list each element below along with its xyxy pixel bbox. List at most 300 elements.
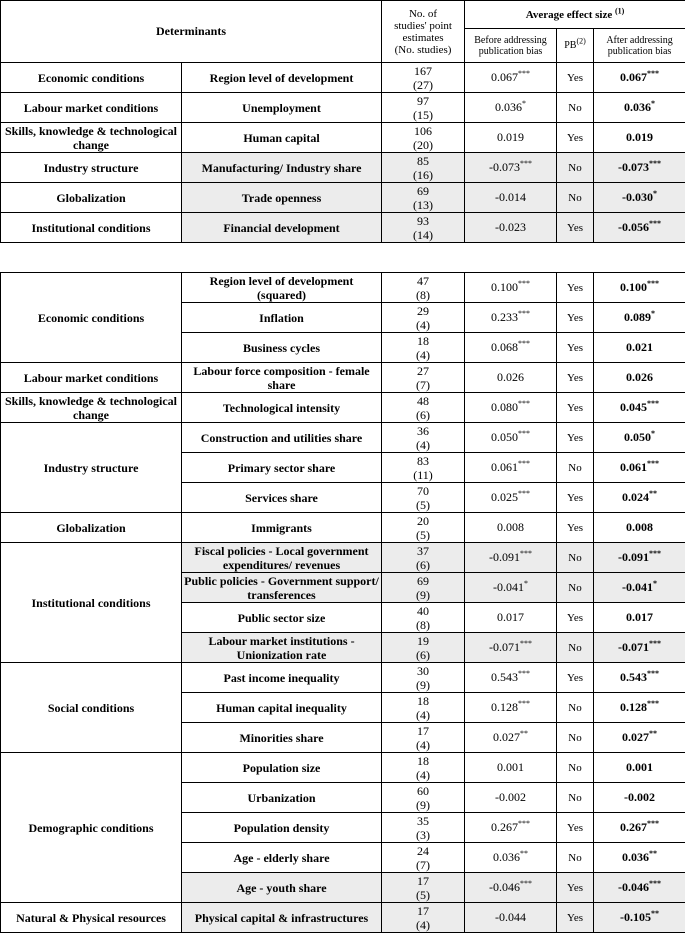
before-value: -0.071	[489, 640, 520, 654]
after-value: 0.067	[620, 70, 647, 84]
pb-cell	[557, 363, 594, 393]
table-row	[1, 63, 685, 93]
before-value: 0.026	[497, 370, 524, 384]
before-cell	[465, 273, 557, 303]
pb-cell	[557, 783, 594, 813]
point-estimates: 30	[417, 664, 429, 678]
after-significance: **	[649, 849, 657, 858]
after-cell	[594, 393, 685, 423]
table-row	[1, 663, 685, 693]
after-significance: ***	[647, 699, 659, 708]
before-value: 0.019	[497, 130, 524, 144]
table-row	[1, 273, 685, 303]
before-value: 0.008	[497, 520, 524, 534]
before-value: 0.061	[491, 460, 518, 474]
determinant-label: Manufacturing/ Industry share	[202, 161, 362, 175]
determinant-cell	[182, 753, 382, 783]
pb-value: Yes	[567, 882, 583, 894]
num-studies: (11)	[413, 468, 433, 482]
table-row	[1, 93, 685, 123]
header-num-studies: No. of studies' point estimates (No. studies)	[382, 1, 465, 63]
studies-cell	[382, 333, 465, 363]
determinant-cell	[182, 843, 382, 873]
determinant-label: Business cycles	[243, 341, 320, 355]
after-value: 0.001	[626, 760, 653, 774]
point-estimates: 18	[417, 334, 429, 348]
header-after: After addressing publication bias	[594, 29, 685, 63]
determinant-cell	[182, 453, 382, 483]
before-significance: *	[524, 579, 528, 588]
num-studies: (20)	[413, 138, 433, 152]
table-row	[1, 183, 685, 213]
pb-cell	[557, 843, 594, 873]
pb-cell	[557, 153, 594, 183]
before-value: 0.017	[497, 610, 524, 624]
after-cell	[594, 483, 685, 513]
num-studies: (4)	[416, 318, 430, 332]
category-cell: Globalization	[1, 183, 182, 213]
determinant-label: Services share	[245, 491, 318, 505]
after-value: -0.046	[618, 880, 649, 894]
after-cell	[594, 423, 685, 453]
studies-cell	[382, 183, 465, 213]
category-cell: Industry structure	[1, 423, 182, 513]
determinant-label: Population size	[243, 761, 321, 775]
pb-cell	[557, 633, 594, 663]
before-significance: ***	[518, 819, 530, 828]
table-row	[1, 753, 685, 783]
point-estimates: 70	[417, 484, 429, 498]
point-estimates: 85	[417, 154, 429, 168]
table-row	[1, 543, 685, 573]
before-value: -0.014	[495, 190, 526, 204]
after-significance: ***	[647, 669, 659, 678]
before-value: 0.128	[491, 700, 518, 714]
before-cell	[465, 843, 557, 873]
before-cell	[465, 333, 557, 363]
determinant-cell	[182, 693, 382, 723]
determinant-label: Technological intensity	[223, 401, 340, 415]
studies-cell	[382, 63, 465, 93]
after-value: -0.041	[622, 580, 653, 594]
studies-cell	[382, 153, 465, 183]
studies-cell	[382, 93, 465, 123]
num-studies: (3)	[416, 828, 430, 842]
after-cell	[594, 633, 685, 663]
num-studies: (5)	[416, 528, 430, 542]
before-cell	[465, 783, 557, 813]
after-cell	[594, 783, 685, 813]
determinant-label: Construction and utilities share	[201, 431, 362, 445]
before-value: 0.267	[491, 820, 518, 834]
before-significance: ***	[518, 459, 530, 468]
determinant-cell	[182, 813, 382, 843]
after-value: 0.017	[626, 610, 653, 624]
determinant-label: Age - youth share	[236, 881, 326, 895]
after-cell	[594, 213, 685, 243]
determinant-label: Labour force composition - female share	[193, 364, 369, 392]
determinant-label: Primary sector share	[228, 461, 336, 475]
num-studies: (14)	[413, 228, 433, 242]
before-value: -0.041	[493, 580, 524, 594]
after-cell	[594, 453, 685, 483]
after-significance: ***	[647, 399, 659, 408]
before-value: 0.068	[491, 340, 518, 354]
header-average-effect: Average effect size $^{(1)}$	[465, 1, 685, 29]
before-cell	[465, 543, 557, 573]
after-cell	[594, 333, 685, 363]
point-estimates: 47	[417, 274, 429, 288]
after-value: -0.071	[618, 640, 649, 654]
after-significance: ***	[647, 459, 659, 468]
determinant-label: Physical capital & infrastructures	[195, 911, 368, 925]
pb-cell	[557, 603, 594, 633]
determinant-label: Fiscal policies - Local government expenditures/ revenues	[195, 544, 369, 572]
table-row	[1, 513, 685, 543]
after-value: -0.002	[624, 790, 655, 804]
determinant-label: Financial development	[223, 221, 339, 235]
pb-value: Yes	[567, 282, 583, 294]
pb-value: No	[568, 852, 581, 864]
num-studies: (9)	[416, 798, 430, 812]
before-cell	[465, 153, 557, 183]
after-cell	[594, 63, 685, 93]
before-significance: ***	[518, 309, 530, 318]
after-value: 0.267	[620, 820, 647, 834]
studies-cell	[382, 813, 465, 843]
point-estimates: 27	[417, 364, 429, 378]
before-value: 0.543	[491, 670, 518, 684]
before-cell	[465, 183, 557, 213]
pb-cell	[557, 213, 594, 243]
after-value: 0.061	[620, 460, 647, 474]
after-value: -0.091	[618, 550, 649, 564]
before-cell	[465, 93, 557, 123]
determinant-cell	[182, 93, 382, 123]
pb-value: Yes	[567, 402, 583, 414]
after-value: 0.543	[620, 670, 647, 684]
before-cell	[465, 63, 557, 93]
after-cell	[594, 93, 685, 123]
point-estimates: 97	[417, 94, 429, 108]
pb-value: Yes	[567, 912, 583, 924]
studies-cell	[382, 123, 465, 153]
table-row	[1, 213, 685, 243]
after-significance: *	[651, 309, 655, 318]
pb-cell	[557, 723, 594, 753]
num-studies: (6)	[416, 648, 430, 662]
after-value: 0.045	[620, 400, 647, 414]
header-determinants: Determinants	[1, 1, 382, 63]
before-cell	[465, 123, 557, 153]
category-cell: Economic conditions	[1, 273, 182, 363]
pb-cell	[557, 573, 594, 603]
determinant-cell	[182, 303, 382, 333]
determinant-label: Inflation	[259, 311, 304, 325]
pb-cell	[557, 483, 594, 513]
table-row	[1, 153, 685, 183]
after-cell	[594, 753, 685, 783]
studies-cell	[382, 213, 465, 243]
category-cell: Institutional conditions	[1, 213, 182, 243]
before-significance: **	[520, 849, 528, 858]
pb-cell	[557, 423, 594, 453]
studies-cell	[382, 363, 465, 393]
before-value: 0.100	[491, 280, 518, 294]
determinant-label: Labour market institutions - Unionization rate	[208, 634, 354, 662]
pb-value: No	[568, 732, 581, 744]
pb-cell	[557, 303, 594, 333]
pb-value: Yes	[567, 492, 583, 504]
pb-cell	[557, 333, 594, 363]
studies-cell	[382, 693, 465, 723]
determinant-label: Public policies - Government support/ transferences	[184, 574, 379, 602]
before-cell	[465, 213, 557, 243]
before-cell	[465, 303, 557, 333]
after-significance: **	[649, 729, 657, 738]
studies-cell	[382, 663, 465, 693]
after-significance: ***	[647, 819, 659, 828]
pb-value: No	[568, 762, 581, 774]
before-cell	[465, 753, 557, 783]
before-significance: ***	[518, 69, 530, 78]
pb-cell	[557, 93, 594, 123]
determinant-cell	[182, 363, 382, 393]
determinant-cell	[182, 783, 382, 813]
after-significance: **	[649, 489, 657, 498]
section-gap	[1, 243, 685, 273]
studies-cell	[382, 483, 465, 513]
determinant-label: Minorities share	[239, 731, 323, 745]
pb-value: Yes	[567, 672, 583, 684]
determinant-cell	[182, 423, 382, 453]
before-significance: *	[522, 99, 526, 108]
studies-cell	[382, 603, 465, 633]
num-studies: (15)	[413, 108, 433, 122]
category-cell: Economic conditions	[1, 63, 182, 93]
determinant-cell	[182, 573, 382, 603]
point-estimates: 29	[417, 304, 429, 318]
after-significance: *	[651, 99, 655, 108]
determinant-cell	[182, 633, 382, 663]
pb-cell	[557, 663, 594, 693]
pb-cell	[557, 693, 594, 723]
after-cell	[594, 303, 685, 333]
after-significance: **	[651, 909, 659, 918]
num-studies: (8)	[416, 288, 430, 302]
category-cell: Industry structure	[1, 153, 182, 183]
before-cell	[465, 873, 557, 903]
determinant-cell	[182, 483, 382, 513]
after-value: 0.050	[624, 430, 651, 444]
pb-value: No	[568, 792, 581, 804]
determinant-cell	[182, 333, 382, 363]
studies-cell	[382, 783, 465, 813]
determinant-cell	[182, 603, 382, 633]
point-estimates: 40	[417, 604, 429, 618]
pb-value: No	[568, 642, 581, 654]
determinant-cell	[182, 213, 382, 243]
after-significance: ***	[649, 159, 661, 168]
pb-value: No	[568, 702, 581, 714]
pb-value: No	[568, 102, 581, 114]
pb-value: No	[568, 582, 581, 594]
pb-value: Yes	[567, 822, 583, 834]
determinant-cell	[182, 183, 382, 213]
num-studies: (4)	[416, 918, 430, 932]
before-value: -0.073	[489, 160, 520, 174]
after-significance: ***	[647, 279, 659, 288]
after-cell	[594, 873, 685, 903]
determinant-cell	[182, 543, 382, 573]
pb-value: Yes	[567, 372, 583, 384]
num-studies: (7)	[416, 378, 430, 392]
after-significance: *	[653, 579, 657, 588]
pb-cell	[557, 543, 594, 573]
after-value: 0.036	[624, 100, 651, 114]
studies-cell	[382, 423, 465, 453]
determinant-label: Human capital	[243, 131, 319, 145]
point-estimates: 167	[414, 64, 432, 78]
num-studies: (9)	[416, 588, 430, 602]
studies-cell	[382, 723, 465, 753]
studies-cell	[382, 303, 465, 333]
before-significance: ***	[518, 669, 530, 678]
studies-cell	[382, 573, 465, 603]
studies-cell	[382, 543, 465, 573]
determinant-cell	[182, 723, 382, 753]
pb-cell	[557, 273, 594, 303]
after-significance: *	[653, 189, 657, 198]
before-value: 0.001	[497, 760, 524, 774]
pb-value: No	[568, 552, 581, 564]
header-before: Before addressing publication bias	[465, 29, 557, 63]
before-significance: ***	[520, 159, 532, 168]
before-cell	[465, 363, 557, 393]
pb-value: No	[568, 462, 581, 474]
after-significance: ***	[647, 69, 659, 78]
point-estimates: 36	[417, 424, 429, 438]
before-cell	[465, 393, 557, 423]
determinant-label: Region level of development (squared)	[210, 274, 354, 302]
after-value: 0.089	[624, 310, 651, 324]
category-cell: Skills, knowledge & technological change	[1, 123, 182, 153]
point-estimates: 48	[417, 394, 429, 408]
after-cell	[594, 543, 685, 573]
after-cell	[594, 273, 685, 303]
point-estimates: 18	[417, 754, 429, 768]
after-value: -0.056	[618, 220, 649, 234]
category-cell: Social conditions	[1, 663, 182, 753]
category-cell: Globalization	[1, 513, 182, 543]
before-value: 0.036	[493, 850, 520, 864]
after-value: -0.105	[620, 910, 651, 924]
after-cell	[594, 843, 685, 873]
before-value: -0.044	[495, 910, 526, 924]
table-row	[1, 423, 685, 453]
num-studies: (6)	[416, 558, 430, 572]
before-cell	[465, 423, 557, 453]
num-studies: (4)	[416, 738, 430, 752]
pb-value: No	[568, 162, 581, 174]
after-value: 0.036	[622, 850, 649, 864]
determinant-cell	[182, 663, 382, 693]
point-estimates: 17	[417, 724, 429, 738]
point-estimates: 60	[417, 784, 429, 798]
category-cell: Natural & Physical resources	[1, 903, 182, 933]
after-value: 0.021	[626, 340, 653, 354]
pb-cell	[557, 753, 594, 783]
after-cell	[594, 123, 685, 153]
before-value: -0.023	[495, 220, 526, 234]
studies-cell	[382, 633, 465, 663]
after-cell	[594, 183, 685, 213]
after-value: 0.128	[620, 700, 647, 714]
point-estimates: 83	[417, 454, 429, 468]
category-cell: Institutional conditions	[1, 543, 182, 663]
before-cell	[465, 483, 557, 513]
determinant-label: Region level of development	[210, 71, 354, 85]
table-row	[1, 123, 685, 153]
after-value: 0.027	[622, 730, 649, 744]
num-studies: (4)	[416, 438, 430, 452]
point-estimates: 20	[417, 514, 429, 528]
determinant-label: Past income inequality	[224, 671, 340, 685]
before-significance: ***	[520, 639, 532, 648]
studies-cell	[382, 453, 465, 483]
pb-value: Yes	[567, 432, 583, 444]
determinant-label: Immigrants	[251, 521, 312, 535]
pb-cell	[557, 513, 594, 543]
before-significance: ***	[520, 879, 532, 888]
after-value: 0.100	[620, 280, 647, 294]
before-significance: ***	[520, 549, 532, 558]
after-value: 0.024	[622, 490, 649, 504]
determinant-cell	[182, 123, 382, 153]
determinant-label: Population density	[234, 821, 330, 835]
num-studies: (13)	[413, 198, 433, 212]
before-value: 0.233	[491, 310, 518, 324]
pb-cell	[557, 123, 594, 153]
pb-value: Yes	[567, 612, 583, 624]
after-cell	[594, 723, 685, 753]
num-studies: (4)	[416, 348, 430, 362]
before-cell	[465, 603, 557, 633]
num-studies: (6)	[416, 408, 430, 422]
table-row	[1, 393, 685, 423]
before-value: -0.091	[489, 550, 520, 564]
before-value: -0.046	[489, 880, 520, 894]
studies-cell	[382, 753, 465, 783]
determinant-cell	[182, 873, 382, 903]
pb-cell	[557, 453, 594, 483]
after-value: 0.019	[626, 130, 653, 144]
pb-cell	[557, 183, 594, 213]
point-estimates: 19	[417, 634, 429, 648]
after-significance: *	[651, 429, 655, 438]
before-value: 0.036	[495, 100, 522, 114]
after-significance: ***	[649, 549, 661, 558]
studies-cell	[382, 873, 465, 903]
determinant-cell	[182, 153, 382, 183]
num-studies: (5)	[416, 888, 430, 902]
before-value: 0.025	[491, 490, 518, 504]
point-estimates: 17	[417, 874, 429, 888]
num-studies: (7)	[416, 858, 430, 872]
after-value: 0.008	[626, 520, 653, 534]
table-row	[1, 363, 685, 393]
before-value: 0.050	[491, 430, 518, 444]
